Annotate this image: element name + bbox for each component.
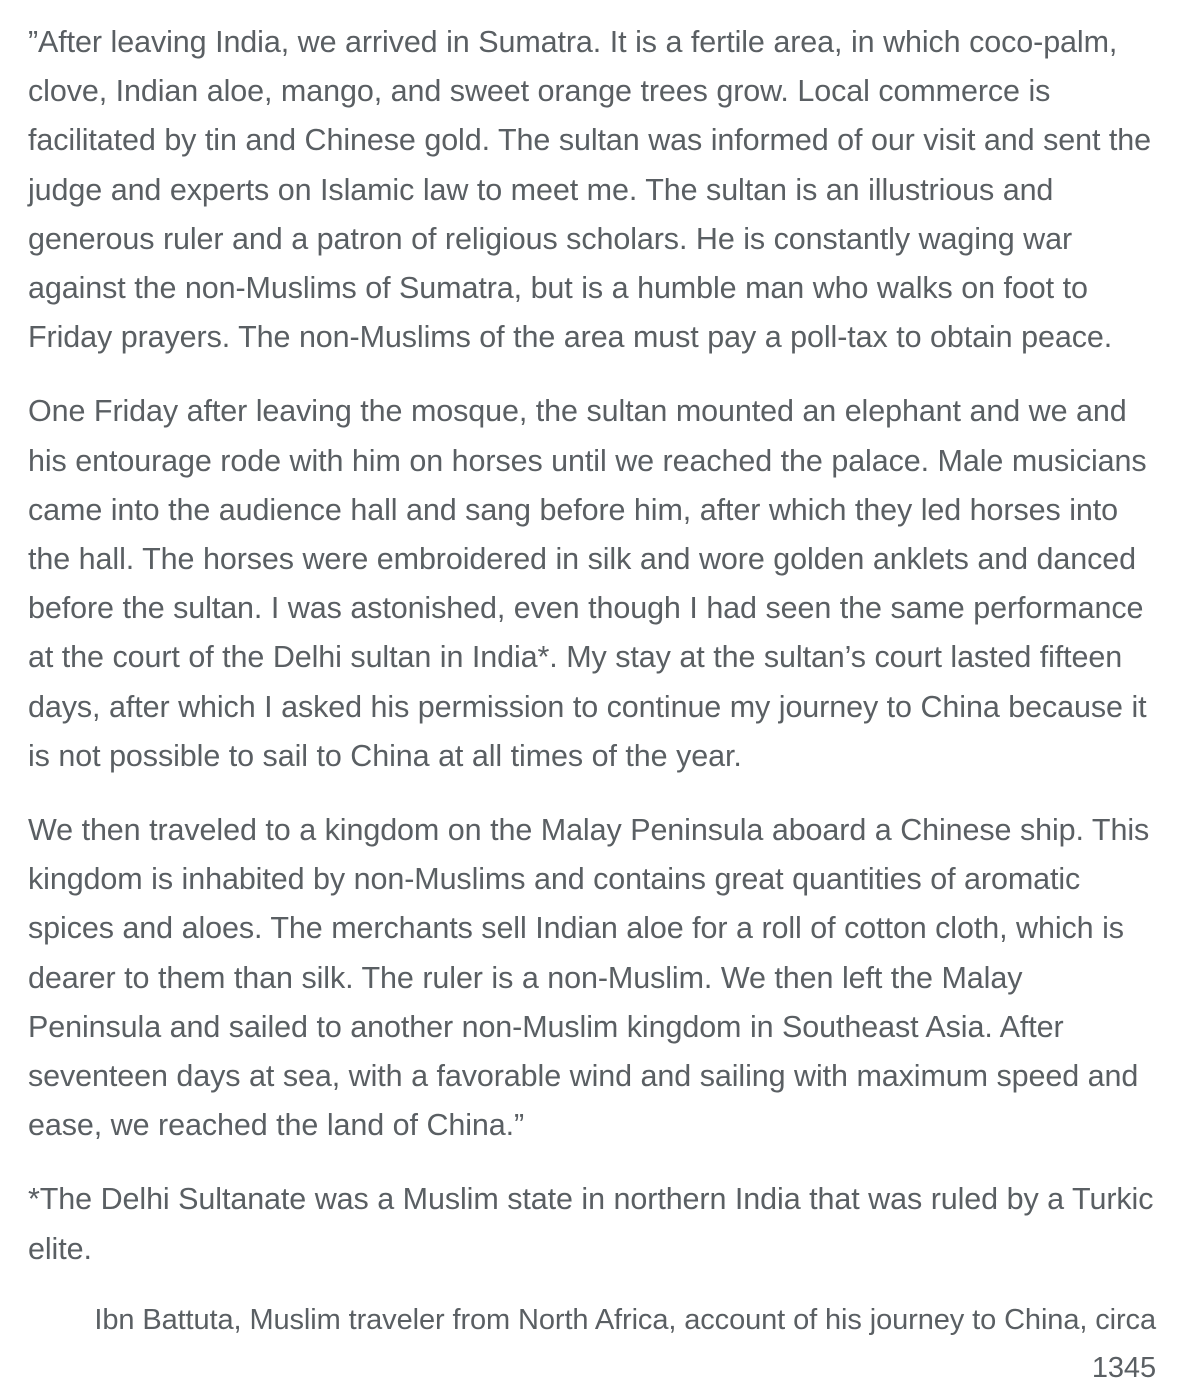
paragraph-1: ”After leaving India, we arrived in Sumatra. It is a fertile area, in which coco-palm, clove, Indian aloe, mango, and sweet orange trees grow. Local commerce is facilitated by tin and Chinese gold. The sultan was informed of our visit and sent the judge and experts on Islamic law to meet me. The sultan is an illustrious and generous ruler and a patron of religious scholars. He is constantly waging war against the non-Muslims of Sumatra, but is a humble man who walks on foot to Friday prayers. The non-Muslims of the area must pay a poll-tax to obtain peace. [28,25,1151,355]
source-attribution-text: Ibn Battuta, Muslim traveler from North Africa, account of his journey to China, circa 1345 [94,1303,1156,1384]
footnote-text: *The Delhi Sultanate was a Muslim state in northern India that was ruled by a Turkic elite. [28,1182,1154,1266]
document-body [28,18,1156,1392]
paragraph-3: We then traveled to a kingdom on the Malay Peninsula aboard a Chinese ship. This kingdom is inhabited by non-Muslims and contains great quantities of aromatic spices and aloes. The merchants sell Indian aloe for a roll of cotton cloth, which is dearer to them than silk. The ruler is a non-Muslim. We then left the Malay Peninsula and sailed to another non-Muslim kingdom in Southeast Asia. After seventeen days at sea, with a favorable wind and sailing with maximum speed and ease, we reached the land of China.” [28,813,1150,1143]
source-attribution [28,1296,1156,1392]
paragraph-2: One Friday after leaving the mosque, the sultan mounted an elephant and we and his entourage rode with him on horses until we reached the palace. Male musicians came into the audience hall and sang before him, after which they led horses into the hall. The horses were embroidered in silk and wore golden anklets and danced before the sultan. I was astonished, even though I had seen the same performance at the court of the Delhi sultan in India*. My stay at the sultan’s court lasted fifteen days, after which I asked his permission to continue my journey to China because it is not possible to sail to China at all times of the year. [28,394,1147,773]
